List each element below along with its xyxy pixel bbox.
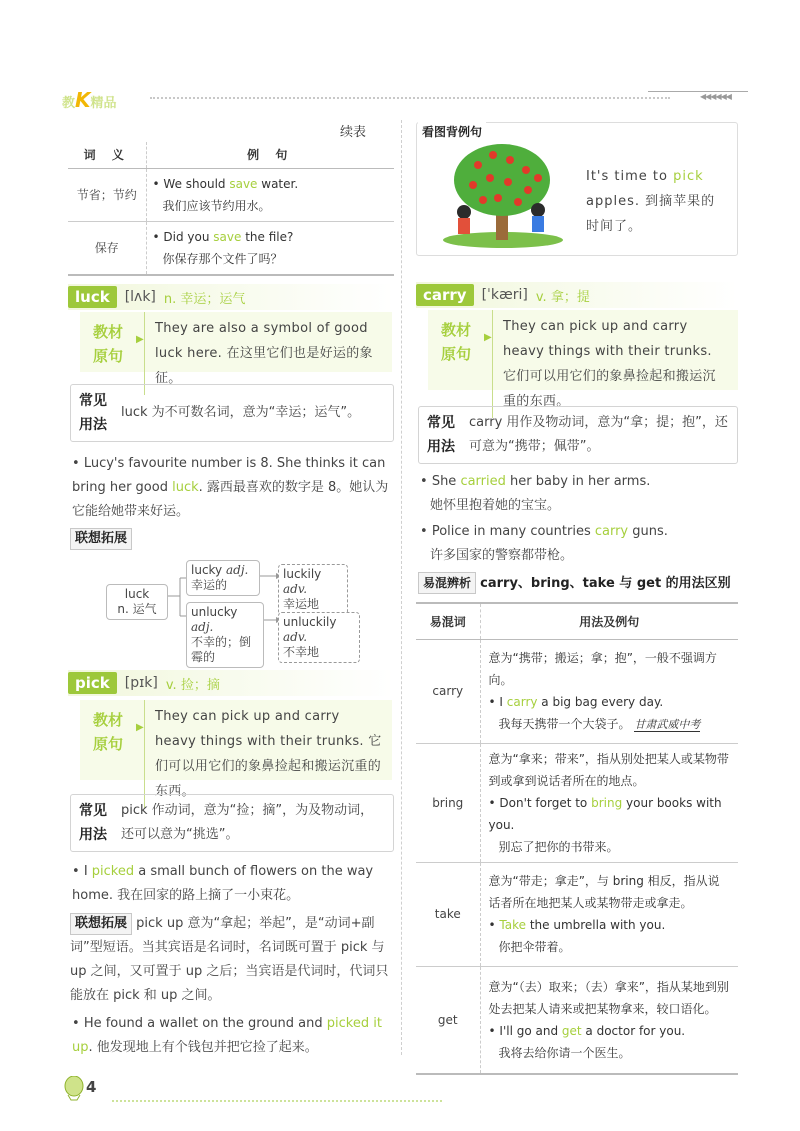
usage-def: 意为“带走；拿走”，与 bring 相反，指从说话者所在地把某人或某物带走或拿走。 [488,874,720,910]
triangle-icon: ▶ [136,334,144,345]
table-row [68,168,394,221]
usage-example-zh: 我每天携带一个大袋子。 甘肃武威中考 [498,716,701,731]
phonetic: [pɪk] [124,675,158,691]
usage-def: 意为“（去）取来；（去）拿来”，指从某地到别处去把某人请来或把某物拿来，较口语化。 [488,979,729,1016]
highlight-word: picked it up [72,1016,382,1055]
phonetic: [ˈkæri] [481,287,528,303]
highlight-word: bring [591,795,623,810]
highlight-word: save [213,229,242,244]
table-row [68,221,394,275]
confused-word: take [416,862,480,966]
mind-node-unlucky: unlucky adj. 不幸的；倒霉的 [186,602,264,668]
part-of-speech: n. 幸运；运气 [163,291,246,307]
phonetic: [lʌk] [124,289,156,305]
highlight-word: Take [499,918,527,932]
mind-node-lucky: lucky adj. 幸运的 [186,560,260,596]
usage-example-en: • Don't forget to bring your books with you. [488,795,722,832]
usage-example-zh: 我将去给你请一个医生。 [498,1045,631,1060]
usage-def: 意为“拿来；带来”，指从别处把某人或某物带到或拿到说话者所在的地点。 [488,751,729,788]
brand-logo [62,88,152,110]
assoc-tag: 联想拓展 [70,913,132,935]
usage-text: pick 作动词，意为“捡；摘”，为及物动词，还可以意为“挑选”。 [121,803,374,842]
luck-example: • Lucy's favourite number is 8. She thinks it can bring her good luck. 露西最喜欢的数字是 8。她认为它能给她带来好运。 [72,456,389,519]
apple-tree-illustration [438,140,568,250]
usage-example-en: • Take the umbrella with you. [488,918,666,932]
highlight-word: carry [506,694,538,709]
example-zh: 你保存那个文件了吗？ [162,251,283,266]
example-en: • Did you save the file? [152,229,294,244]
usage-text: luck 为不可数名词，意为“幸运；运气”。 [121,405,361,420]
logo-suffix: 精品 [90,96,117,111]
pick-assoc [70,912,394,1008]
usage-label: 常见 用法 [79,393,107,433]
usage-example-en: • I carry a big bag every day. [488,694,664,709]
original-text: They can pick up and carry heavy things with their trunks. 它们可以用它们的象鼻捡起和搬运沉重的东西。 [492,310,738,418]
usage-cell [480,639,738,743]
word-chip-carry: carry [416,284,474,306]
highlight-word: carry [594,524,629,539]
pick-example-2: • He found a wallet on the ground and picked it up. 他发现地上有个钱包并把它捡了起来。 [72,1016,382,1055]
balloon-icon [62,1076,86,1102]
table-row [416,862,738,966]
original-label: 教材 原句 [440,321,471,363]
highlight-word: pick [673,169,704,184]
meaning-cell: 节省；节约 [68,168,146,221]
exam-source-note: 甘肃武威中考 [634,717,701,731]
usage-example-zh: 你把伞带着。 [498,940,571,954]
confused-word: bring [416,743,480,862]
luck-word-bar [68,284,394,310]
original-label: 教材 原句 [92,711,123,753]
usage-cell [480,862,738,966]
meaning-cell: 保存 [68,221,146,275]
carry-example-2: • Police in many countries carry guns. 许多国家的警察都带枪。 [420,524,668,563]
pick-example: • I picked a small bunch of flowers on the way home. 我在回家的路上摘了一小束花。 [72,864,374,903]
footer-dotted-rule [112,1100,442,1102]
highlight-word: picked [91,864,135,879]
table-header-cell: 易混词 [416,603,480,639]
original-text: They are also a symbol of good luck here. 在这里它们也是好运的象征。 [144,312,392,395]
luck-original-sentence [80,312,392,386]
confused-word: get [416,966,480,1074]
table-row [416,966,738,1074]
table-row [416,639,738,743]
usage-cell [480,966,738,1074]
column-divider [401,120,402,1055]
triangle-icon: ▶ [136,722,144,733]
header-rule [648,91,748,92]
confused-word: carry [416,639,480,743]
usage-label: 常见 用法 [79,803,107,843]
usage-cell [480,743,738,862]
picture-label: 看图背例句 [418,122,486,142]
assoc-text: pick up 意为“拿起；举起”，是“动词+副词”型短语。当其宾语是名词时，名词既可置于 pick 与 up 之间，又可置于 up 之后；当宾语是代词时，代词只能放在 pick 和 up 之间。 [70,916,389,1003]
mind-center-node: luck n. 运气 [106,584,168,620]
example-en: • We should save water. [152,176,299,191]
table-header-cell: 用法及例句 [480,603,738,639]
header-dotted-rule [150,97,670,99]
usage-label: 常见 用法 [427,415,455,455]
confusion-tag: 易混辨析 [418,572,476,594]
carry-word-bar [416,282,738,308]
mind-node-unluckily: unluckily adv. 不幸地 [278,612,360,663]
part-of-speech: v. 拿；提 [535,289,590,305]
logo-k: K [75,88,91,112]
highlight-word: carried [460,474,506,489]
table-row [416,743,738,862]
example-cell [146,221,394,275]
pick-word-bar [68,670,394,696]
meaning-table [68,142,394,276]
table-header-cell: 词 义 [68,142,146,168]
usage-example-zh: 别忘了把你的书带来。 [498,839,619,854]
picture-text: It's time to pick apples. 到摘苹果的时间了。 [586,169,716,234]
table-header-row [68,142,394,168]
continued-label: 续表 [340,125,367,140]
page-number-badge [62,1076,106,1102]
word-chip-luck: luck [68,286,117,308]
logo-prefix: 教 [62,96,76,111]
usage-text: carry 用作及物动词，意为“拿；提；抱”，还可意为“携带；佩带”。 [469,415,728,454]
pick-original-sentence [80,700,392,799]
table-header-cell: 例 句 [146,142,394,168]
usage-example-en: • I'll go and get a doctor for you. [488,1023,686,1038]
assoc-tag: 联想拓展 [70,528,132,550]
confusion-heading [418,572,738,594]
example-zh: 我们应该节约用水。 [162,198,271,213]
carry-example-1: • She carried her baby in her arms. 她怀里抱着她的宝宝。 [420,474,651,513]
carry-original-sentence [428,310,738,409]
original-label: 教材 原句 [92,323,123,365]
usage-def: 意为“携带；搬运；拿；抱”，一般不强调方向。 [488,650,717,687]
mind-node-luckily: luckily adv. 幸运地 [278,564,348,615]
highlight-word: get [561,1023,582,1038]
original-text: They can pick up and carry heavy things with their trunks. 它们可以用它们的象鼻捡起和搬运沉重的东西。 [144,700,392,808]
pick-usage-box [70,794,394,852]
confusion-title: carry、bring、take 与 get 的用法区别 [480,576,731,591]
highlight-word: luck [172,480,199,495]
confusion-table [416,602,738,1075]
triangle-icon: ▶ [484,332,492,343]
page-number: 4 [86,1078,97,1096]
header-arrows: ◀◀◀◀◀◀ [700,92,731,101]
word-chip-pick: pick [68,672,117,694]
part-of-speech: v. 捡；摘 [165,677,220,693]
luck-usage-box [70,384,394,442]
table-header-row [416,603,738,639]
highlight-word: save [229,176,258,191]
carry-usage-box [418,406,738,464]
example-cell [146,168,394,221]
